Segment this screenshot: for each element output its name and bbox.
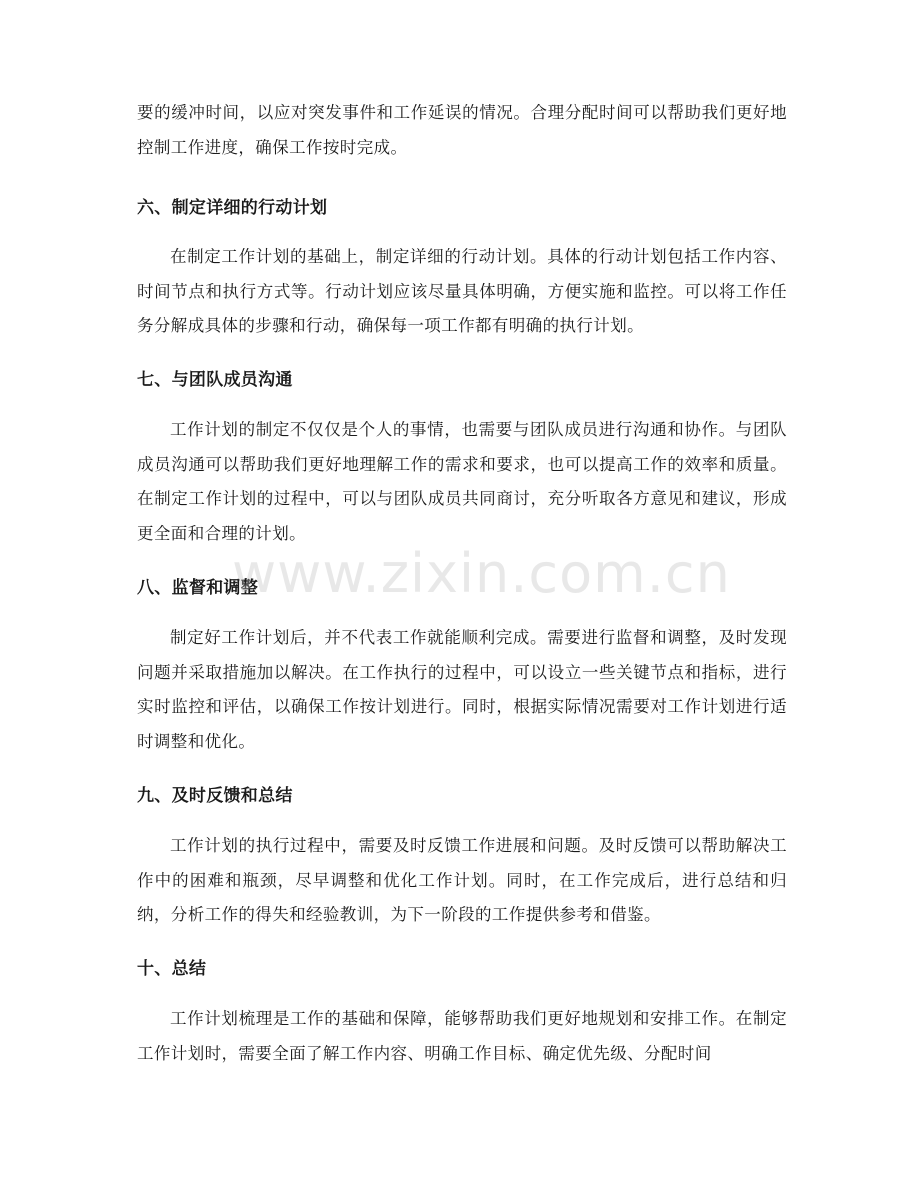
- section-6-heading-block: [137, 196, 787, 220]
- intro-paragraph-block: [137, 96, 787, 165]
- section-6-body-block: [137, 240, 787, 344]
- section-10-heading-block: [137, 957, 787, 981]
- section-9-body-block: [137, 829, 787, 933]
- section-body-8: 制定好工作计划后，并不代表工作就能顺利完成。需要进行监督和调整，及时发现问题并采取措施加以解决。在工作执行的过程中，可以设立一些关键节点和指标，进行实时监控和评估，以确保工作按计划进行。同时，根据实际情况需要对工作计划进行适时调整和优化。: [137, 628, 787, 751]
- section-body-7: 工作计划的制定不仅仅是个人的事情，也需要与团队成员进行沟通和协作。与团队成员沟通可以帮助我们更好地理解工作的需求和要求，也可以提高工作的效率和质量。在制定工作计划的过程中，可以与团队成员共同商讨，充分听取各方意见和建议，形成更全面和合理的计划。: [137, 420, 787, 543]
- section-heading-8: 八、监督和调整: [137, 578, 259, 598]
- section-9-heading-block: [137, 784, 787, 808]
- section-body-9: 工作计划的执行过程中，需要及时反馈工作进展和问题。及时反馈可以帮助解决工作中的困难和瓶颈，尽早调整和优化工作计划。同时，在工作完成后，进行总结和归纳，分析工作的得失和经验教训，为下一阶段的工作提供参考和借鉴。: [137, 836, 787, 924]
- intro-paragraph: 要的缓冲时间，以应对突发事件和工作延误的情况。合理分配时间可以帮助我们更好地控制工作进度，确保工作按时完成。: [137, 103, 787, 157]
- watermark: www.zixin.com.cn: [232, 542, 731, 605]
- section-8-body-block: [137, 621, 787, 759]
- section-body-10: 工作计划梳理是工作的基础和保障，能够帮助我们更好地规划和安排工作。在制定工作计划时，需要全面了解工作内容、明确工作目标、确定优先级、分配时间: [137, 1009, 787, 1063]
- section-7-heading-block: [137, 368, 787, 392]
- section-heading-7: 七、与团队成员沟通: [137, 370, 293, 390]
- section-heading-6: 六、制定详细的行动计划: [137, 198, 328, 218]
- section-8-heading-block: [137, 576, 787, 600]
- section-10-body-block: [137, 1002, 787, 1071]
- section-body-6: 在制定工作计划的基础上，制定详细的行动计划。具体的行动计划包括工作内容、时间节点和执行方式等。行动计划应该尽量具体明确，方便实施和监控。可以将工作任务分解成具体的步骤和行动，确保每一项工作都有明确的执行计划。: [137, 247, 787, 335]
- section-7-body-block: [137, 413, 787, 551]
- section-heading-10: 十、总结: [137, 959, 207, 979]
- section-heading-9: 九、及时反馈和总结: [137, 786, 293, 806]
